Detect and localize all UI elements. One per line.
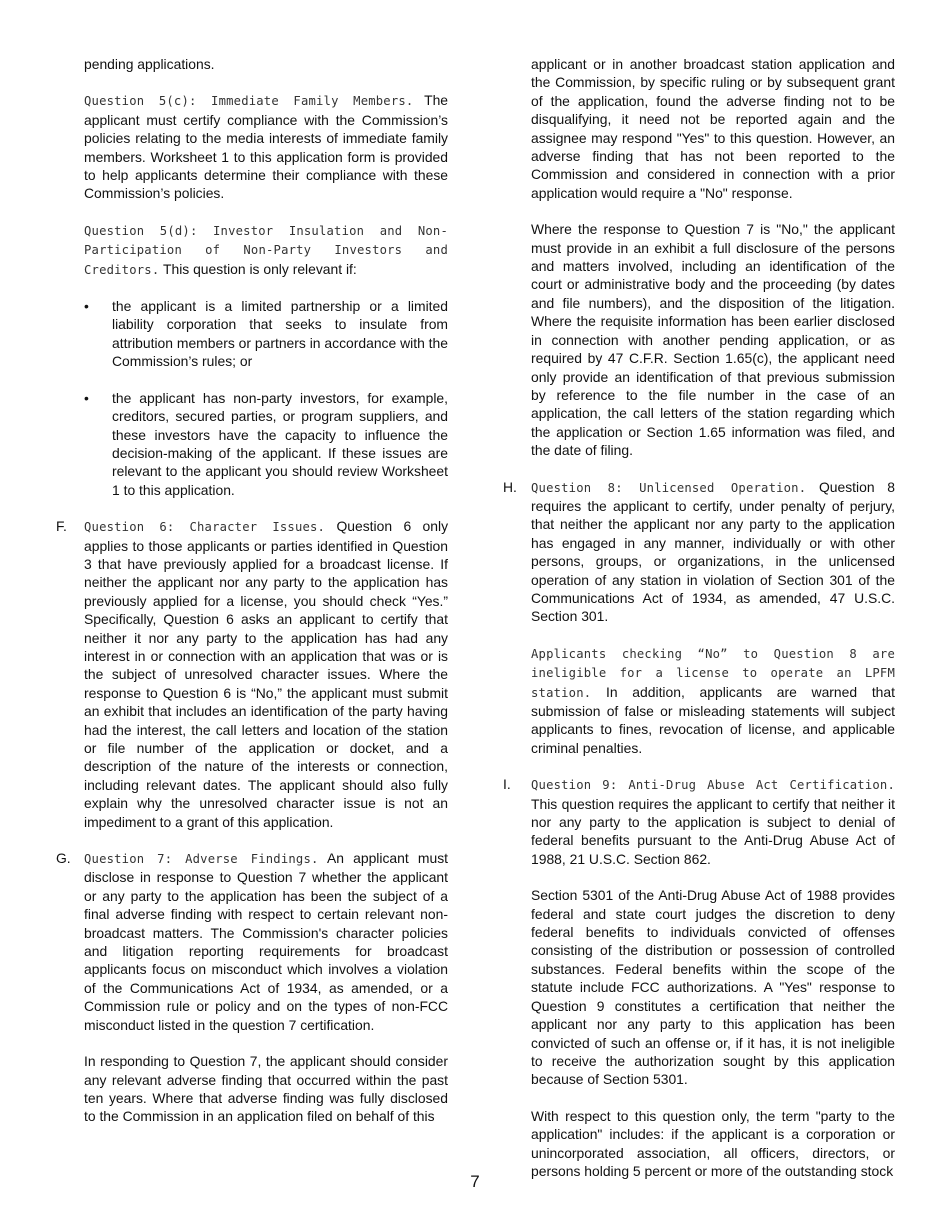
question-5d-bullet-list <box>84 297 448 499</box>
party-to-application-text: With respect to this question only, the term "party to the application" includes: if the applicant is a corporation or unincorporated association, all officers, directors, or persons holding 5 percent or more of the outstanding stock <box>531 1107 895 1179</box>
section-h-marker: H. <box>503 478 517 495</box>
section-i-marker: I. <box>503 776 511 793</box>
section-f-paragraph <box>84 517 448 831</box>
question-8-text: Question 8 requires the applicant to certify, under penalty of perjury, that neither the applicant nor any party to the application has engaged in any manner, individually or with other persons, groups, or organizations, in the unlicensed operation of any station in violation of Section 301 of the Communications Act of 1934, as amended, 47 U.S.C. Section 301. <box>531 478 895 625</box>
question-5d-heading: Question 5(d): Investor Insulation and Non-Participation of Non-Party Investors and Creditors. <box>84 223 448 277</box>
section-5301-text: Section 5301 of the Anti-Drug Abuse Act of 1988 provides federal and state court judges the discretion to deny federal benefits to individuals convicted of offenses consisting of the distribution or possession of controlled substances. Federal benefits within the scope of the statute include FCC authorizations. A "Yes" response to Question 9 constitutes a certification that neither the applicant nor any party to this application has been convicted of such an offense or, if it has, it is not ineligible to receive the authorization sought by this application because of Section 5301. <box>531 887 895 1088</box>
right-column <box>503 55 895 1180</box>
question-9-heading: Question 9: Anti-Drug Abuse Act Certification. <box>531 778 895 793</box>
question-7-heading: Question 7: Adverse Findings. <box>84 852 319 867</box>
left-column <box>56 55 449 1126</box>
bullet-item <box>84 389 448 499</box>
section-f <box>56 517 449 831</box>
question-6-heading: Question 6: Character Issues. <box>84 520 326 535</box>
question-8-warning-paragraph <box>531 644 895 757</box>
question-9-text: This question requires the applicant to certify that neither it nor any party to the application is subject to denial of federal benefits pursuant to the Anti-Drug Abuse Act of 1988, 21 U.S.C. Section 862. <box>531 795 895 867</box>
question-8-ineligible-note: Applicants checking “No” to Question 8 are ineligible for a license to operate an LPFM station. <box>531 646 895 700</box>
section-g-paragraph <box>84 849 448 1034</box>
question-5d-text: This question is only relevant if: <box>162 260 357 277</box>
bullet-text-2: • the applicant has non-party investors, for example, creditors, secured parties, or program suppliers, and these investors have the capacity to influence the decision-making of the applicant. If these issues are relevant to the applicant you should review Worksheet 1 to this application. <box>112 389 448 498</box>
section-g <box>56 849 449 1126</box>
question-6-text: Question 6 only applies to those applicants or parties identified in Question 3 that have previously applied for a broadcast license. If neither the applicant nor any party to the application has previously applied for a license, you should check “Yes.” Specifically, Question 6 asks an applicant to certify that neither it nor any party to the application has had any interest in or connection with an application that was or is the subject of unresolved character issues. Where the response to Question 6 is “No,” the applicant must submit an exhibit that includes an identification of the party having had the interest, the call letters and location of the station or file number of the application or docket, and a description of the nature of the interests or connection, including relevant dates. The applicant should also fully explain why the unresolved character issue is not an impediment to a grant of this application. <box>84 518 449 830</box>
section-h-paragraph <box>531 478 895 626</box>
page-number: 7 <box>470 1172 480 1191</box>
section-g-marker: G. <box>56 850 71 867</box>
question-5d-paragraph <box>84 221 448 279</box>
question-7-continued-text: applicant or in another broadcast station application and the Commission, by specific ruling or by subsequent grant of the application, found the adverse finding not to be disqualifying, it need not be reported again and the assignee may respond "Yes" to this question. However, an adverse finding that has not been reported to the Commission and considered in connection with a prior application would require a "No" response. <box>531 56 895 201</box>
pending-applications-text: pending applications. <box>84 56 215 72</box>
section-i <box>503 775 895 1180</box>
question-5c-text: The applicant must certify compliance with the Commission’s policies relating to the media interests of immediate family members. Worksheet 1 to this application form is provided to help applicants determine their compliance with these Commission’s policies. <box>84 92 449 202</box>
question-5c-paragraph <box>84 91 448 202</box>
question-7-no-response-text: Where the response to Question 7 is "No," the applicant must provide in an exhibit a full disclosure of the persons and matters involved, including an identification of the court or administrative body and the proceeding (by dates and file numbers), and the disposition of the litigation. Where the requisite information has been earlier disclosed in connection with another pending application, or as required by 47 C.F.R. Section 1.65(c), the applicant need only provide an identification of that previous submission by reference to the file number in the case of an application, the call letters of the station regarding which the application or Section 1.65 information was filed, and the date of filing. <box>531 221 895 459</box>
section-h <box>503 478 895 758</box>
section-i-paragraph <box>531 775 895 868</box>
section-f-marker: F. <box>56 518 67 535</box>
bullet-item <box>84 297 448 371</box>
question-8-heading: Question 8: Unlicensed Operation. <box>531 480 807 495</box>
question-7-text: An applicant must disclose in response to Question 7 whether the applicant or any party to the application has been the subject of a final adverse finding with respect to certain relevant non-broadcast matters. The Commission's character policies and litigation reporting requirements for broadcast applicants focus on misconduct which involves a violation of the Communications Act of 1934, as amended, or a Commission rule or policy and on the types of non-FCC misconduct listed in the question 7 certification. <box>84 850 449 1033</box>
question-8-warning-text: In addition, applicants are warned that submission of false or misleading statements will subject applicants to fines, revocation of license, and applicable criminal penalties. <box>531 683 895 756</box>
question-5c-heading: Question 5(c): Immediate Family Members. <box>84 94 414 109</box>
question-7-responding-text: In responding to Question 7, the applicant should consider any relevant adverse finding that occurred within the past ten years. Where that adverse finding was fully disclosed to the Commission in an application filed on behalf of this <box>84 1053 448 1125</box>
bullet-text-1: • the applicant is a limited partnership or a limited liability corporation that seeks to insulate from attribution members or partners in accordance with the Commission’s rules; or <box>112 298 448 370</box>
